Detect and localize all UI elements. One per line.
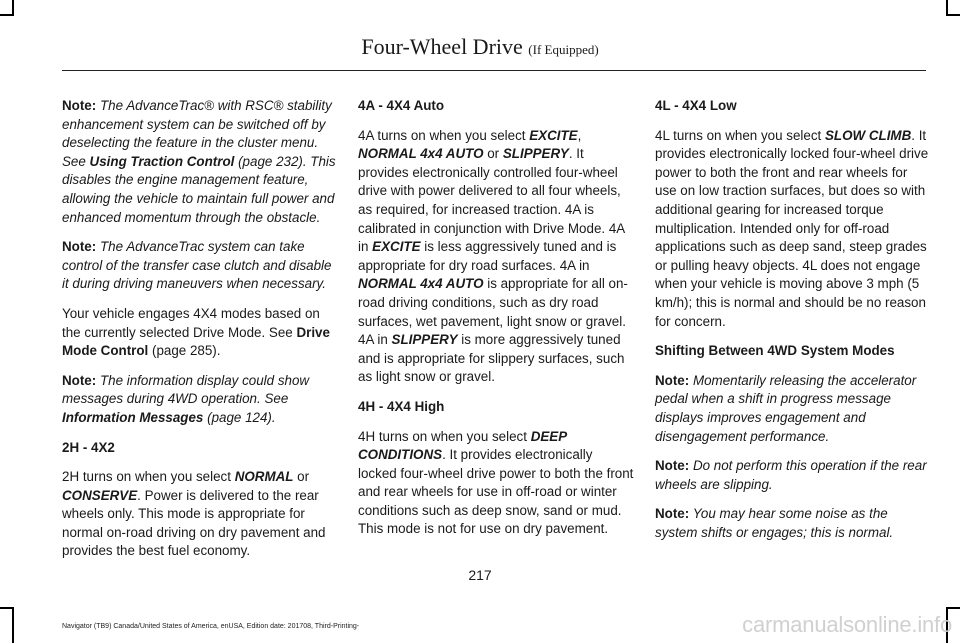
section-heading — [62, 439, 338, 458]
note-text: Do not perform this operation if the rear wheels are slipping. — [655, 458, 927, 492]
body-text: or — [293, 469, 310, 485]
crop-mark-top-left-h — [0, 14, 14, 16]
heading-text: 2H - 4X2 — [62, 439, 115, 455]
note-label: Note: — [655, 458, 690, 474]
body-text: is less aggressively tuned and is appropriate for dry road surfaces. 4A in — [358, 239, 617, 273]
body-text: is appropriate for all on-road driving conditions, such as dry road surfaces, wet pavement, light snow or gravel. 4A in — [358, 276, 628, 348]
body-paragraph — [358, 127, 634, 387]
mode-keyword: SLOW CLIMB — [824, 127, 912, 143]
note-label: Note: — [62, 372, 97, 388]
note-paragraph — [655, 372, 931, 446]
note-paragraph — [62, 238, 338, 294]
mode-keyword: CONSERVE — [62, 487, 138, 503]
note-paragraph — [655, 457, 931, 494]
page-title: Four-Wheel Drive — [361, 34, 523, 59]
page-header — [0, 34, 960, 60]
mode-keyword: SLIPPERY — [391, 332, 458, 348]
crop-mark-bottom-left-h — [0, 607, 14, 609]
watermark: carmanualsonline.info — [742, 612, 952, 637]
note-label: Note: — [62, 239, 97, 255]
mode-keyword: NORMAL — [234, 469, 294, 485]
cross-reference-link[interactable]: Information Messages — [62, 409, 204, 425]
section-heading — [358, 398, 634, 417]
note-label: Note: — [62, 98, 97, 113]
body-text: 4L turns on when you select — [655, 127, 825, 143]
body-text: or — [483, 146, 503, 162]
body-text: 4A turns on when you select — [358, 127, 530, 143]
mode-keyword: EXCITE — [372, 239, 421, 255]
mode-keyword: NORMAL 4x4 AUTO — [358, 146, 484, 162]
mode-keyword: SLIPPERY — [502, 146, 569, 162]
mode-keyword: NORMAL 4x4 AUTO — [358, 276, 484, 292]
footer-edition-text: Navigator (TB9) Canada/United States of America, enUSA, Edition date: 201708, Third-Printing- — [62, 623, 360, 630]
heading-text: Shifting Between 4WD System Modes — [655, 343, 895, 359]
body-text: . Power is delivered to the rear wheels only. This mode is appropriate for normal on-road driving on dry pavement and provides the best fuel economy. — [62, 487, 326, 559]
body-text: Your vehicle engages 4X4 modes based on the currently selected Drive Mode. See — [62, 305, 320, 340]
section-heading — [655, 97, 931, 116]
note-label: Note: — [655, 506, 690, 522]
body-text: , — [577, 127, 582, 143]
note-text: (page 124). — [203, 409, 276, 425]
cross-reference-link[interactable]: Using Traction Control — [89, 153, 235, 169]
body-paragraph — [655, 127, 931, 332]
body-text: (page 285). — [148, 343, 221, 359]
body-text: is more aggressively tuned and is appropriate for slippery surfaces, such as light snow or gravel. — [358, 332, 625, 385]
heading-text: 4L - 4X4 Low — [655, 98, 737, 113]
column-3 — [655, 97, 931, 553]
mode-keyword: EXCITE — [529, 127, 578, 143]
column-2 — [358, 97, 634, 550]
page-subtitle: (If Equipped) — [528, 42, 599, 57]
body-paragraph — [62, 468, 338, 561]
note-paragraph — [62, 97, 338, 227]
note-paragraph — [62, 372, 338, 428]
note-text: The AdvanceTrac system can take control of the transfer case clutch and disable it during driving maneuvers when necessary. — [62, 239, 332, 292]
note-text: (page 232). This disables the engine management feature, allowing the vehicle to maintain full power and enhanced momentum through the obstacle. — [62, 153, 336, 225]
body-paragraph — [358, 428, 634, 540]
note-text: You may hear some noise as the system shifts or engages; this is normal. — [655, 506, 894, 540]
body-text: . It provides electronically locked four-wheel drive power to both the front and rear wheels for use in off-road or winter conditions such as deep snow, sand or mud. This mode is not for use on dry pavement. — [358, 447, 634, 537]
note-paragraph — [655, 505, 931, 542]
heading-text: 4H - 4X4 High — [358, 398, 445, 414]
body-text: 2H turns on when you select — [62, 469, 235, 485]
body-text: . It provides electronically locked four-wheel drive power to both the front and rear wheels for use on low traction surfaces, but does so with additional gearing for increased torque multiplication. Intended only for off-road applications such as deep sand, steep grades or pulling heavy objects. 4L does not engage when your vehicle is moving above 3 mph (5 km/h); this is normal and should be no reason for concern. — [655, 127, 929, 329]
section-heading — [358, 97, 634, 116]
crop-mark-bottom-left-v — [12, 607, 14, 643]
body-text: . It provides electronically controlled four-wheel drive with power delivered to all four wheels, as required, for increased traction. 4A is calibrated in conjunction with Drive Mode. 4A in — [358, 146, 625, 255]
note-text: Momentarily releasing the accelerator pedal when a shift in progress message displays improves engagement and disengagement performance. — [655, 372, 917, 444]
body-paragraph — [62, 305, 338, 361]
crop-mark-top-right-h — [946, 14, 960, 16]
header-rule — [62, 70, 926, 71]
heading-text: 4A - 4X4 Auto — [358, 98, 445, 113]
crop-mark-bottom-right-h — [946, 607, 960, 609]
mode-keyword: DEEP CONDITIONS — [358, 428, 567, 463]
note-text: The information display could show messages during 4WD operation. See — [62, 372, 310, 407]
column-1 — [62, 97, 338, 572]
section-heading — [655, 342, 931, 361]
note-label: Note: — [655, 372, 690, 388]
body-text: 4H turns on when you select — [358, 428, 531, 444]
note-text: The AdvanceTrac® with RSC® stability enhancement system can be switched off by deselecting the feature in the cluster menu. See — [62, 98, 332, 169]
page-number: 217 — [468, 567, 492, 583]
cross-reference-link[interactable]: Drive Mode Control — [62, 324, 330, 359]
